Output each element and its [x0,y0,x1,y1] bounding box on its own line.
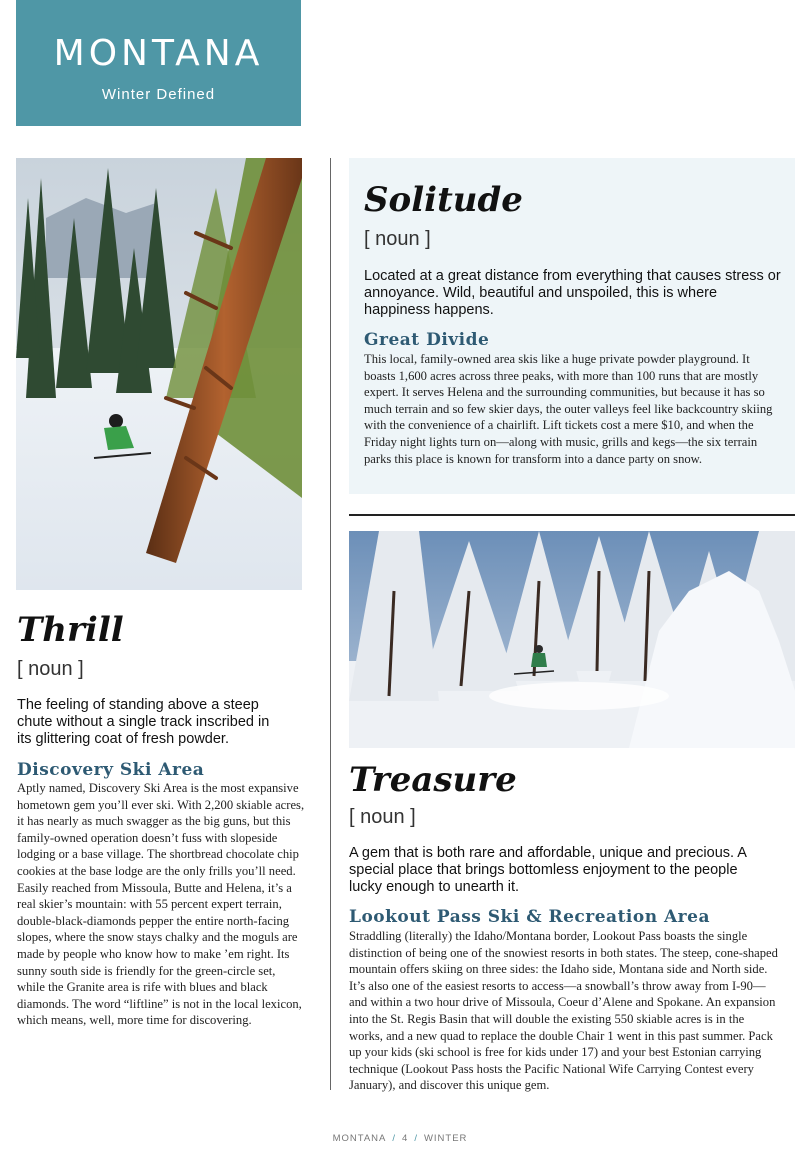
treasure-definition: A gem that is both rare and affordable, unique and precious. A special place that brings bottomless enjoyment to the people lucky enough to unearth it. [349,845,747,895]
section-divider [349,514,795,516]
masthead-title: MONTANA [53,33,264,74]
photo-snowy-forest [349,531,795,748]
thrill-definition: The feeling of standing above a steep chute without a single track inscribed in its glittering coat of fresh powder. [17,697,270,747]
treasure-heading: Treasure [349,760,517,800]
masthead [16,0,301,126]
footer-separator: / [414,1133,418,1144]
solitude-definition: Located at a great distance from everything that causes stress or annoyance. Wild, beautiful and unspoiled, this is where happiness happens. [364,268,781,318]
treasure-subhead: Lookout Pass Ski & Recreation Area [349,907,710,927]
footer-section: MONTANA [332,1133,387,1144]
column-divider [330,158,331,1090]
page-footer [0,1133,800,1144]
solitude-pos: [ noun ] [364,228,431,250]
masthead-tagline: Winter Defined [101,86,216,103]
footer-separator: / [392,1133,397,1144]
page-number: 4 [402,1133,409,1144]
treasure-pos: [ noun ] [349,806,416,828]
solitude-heading: Solitude [364,180,523,220]
thrill-heading: Thrill [17,610,124,650]
thrill-subhead: Discovery Ski Area [17,760,205,780]
treasure-body: Straddling (literally) the Idaho/Montana border, Lookout Pass boasts the single distinction of being one of the snowiest resorts in both states. The steep, cone-shaped mountain offers skiing on three sides: the Idaho side, Montana side and North side. It’s also one of the easiest resorts to access—a snowball’s throw away from I-90—and within a two hour drive of Missoula, Coeur d’Alene and Spokane. An expansion into the St. Regis Basin that will double the existing 550 skiable acres is in the works, and a new quad to replace the double Chair 1 went in this past summer. Pack up your kids (ski school is free for kids under 17) and your best Estonian carrying technique (Lookout Pass hosts the Pacific National Wife Carrying Contest every January), and discover this unique gem. [349,929,778,1093]
footer-issue: WINTER [423,1133,468,1144]
photo-skier-tree [16,158,302,590]
thrill-pos: [ noun ] [17,658,84,680]
solitude-subhead: Great Divide [364,330,490,350]
thrill-body: Aptly named, Discovery Ski Area is the most expansive hometown gem you’ll ever ski. With 2,200 skiable acres, it has nearly as much swagger as the big guns, but this family-owned operation doesn’t fuss with slopeside lodging or a base village. The shortbread chocolate chip cookies at the base lodge are the only frills you’ll need. Easily reached from Missoula, Butte and Helena, it’s a real skier’s mountain: with 55 percent expert terrain, double-black-diamonds pepper the entire north-facing slopes, where the snow stays chalky and the moguls are made by people who know how to make ’em right. Its sunny south side is friendly for the green-circle set, while the Granite area is rife with blues and black diamonds. The word “liftline” is not in the local lexicon, which means, well, more time for discovering. [17,781,305,1028]
solitude-body: This local, family-owned area skis like a huge private powder playground. It boasts 1,600 acres across three peaks, with more than 100 runs that are mostly expert. It serves Helena and the surrounding communities, but because it has so much terrain and so few skier days, the outer valleys feel like backcountry skiing with the convenience of a chairlift. Lift tickets cost a mere $10, and when the Friday night lights turn on—along with music, grills and kegs—the six terrain parks this place is known for transform into a dance party on snow. [364,352,773,466]
